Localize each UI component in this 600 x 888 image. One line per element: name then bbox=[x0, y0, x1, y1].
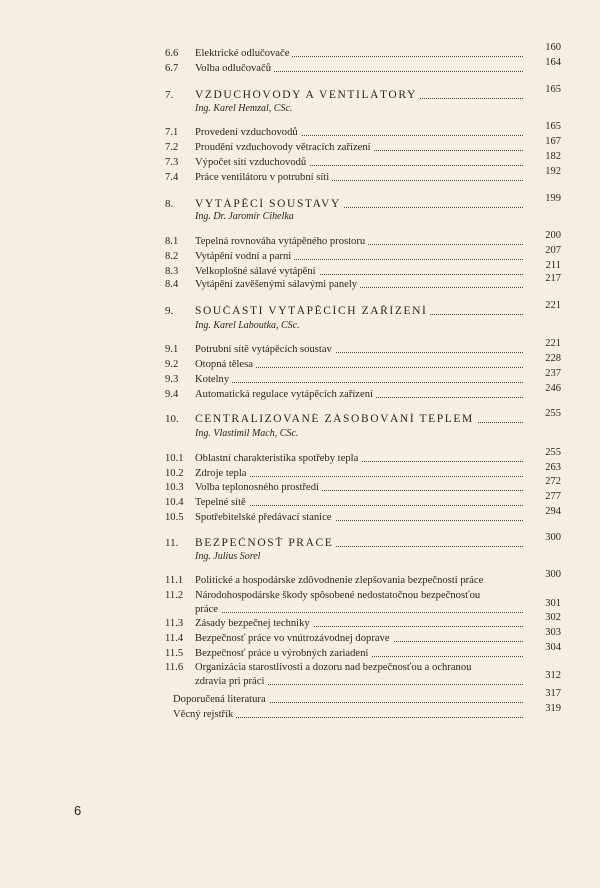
entry-number: 9.3 bbox=[165, 374, 179, 385]
chapter-number: 11. bbox=[165, 537, 179, 549]
entry-number: 8.4 bbox=[165, 279, 179, 290]
page-number: 255 bbox=[545, 447, 561, 458]
entry-title: Politické a hospodárske zdôvodnenie zlepšovania bezpečnosti práce bbox=[195, 575, 486, 586]
page-number: 246 bbox=[545, 383, 561, 394]
entry-title: Organizácia starostlivosti a dozoru nad bezpečnosťou a ochranou bbox=[195, 662, 472, 673]
entry-title: Národohospodárske škody spôsobené nedostatočnou bezpečnosťou bbox=[195, 590, 481, 601]
entry-title: Volba teplonosného prostředí bbox=[195, 482, 322, 493]
chapter-number: 9. bbox=[165, 305, 174, 317]
entry-number: 7.3 bbox=[165, 157, 179, 168]
page-number: 263 bbox=[545, 462, 561, 473]
chapter-title: SOUČÁSTI VYTÁPĚCÍCH ZAŘÍZENÍ bbox=[195, 305, 430, 317]
page-number: 200 bbox=[545, 230, 561, 241]
entry-number: 10.5 bbox=[165, 512, 184, 523]
page-number: 192 bbox=[545, 166, 561, 177]
entry-title: Výpočet sítí vzduchovodů bbox=[195, 157, 309, 168]
entry-title: Potrubní sítě vytápěcích soustav bbox=[195, 344, 335, 355]
entry-number: 11.4 bbox=[165, 633, 184, 644]
entry-title: Oblastní charakteristika spotřeby tepla bbox=[195, 453, 361, 464]
page-number: 300 bbox=[545, 569, 561, 580]
entry-title-continuation: zdravia pri práci bbox=[195, 676, 267, 687]
entry-title: Tepelné sítě bbox=[195, 497, 249, 508]
page-number: 304 bbox=[545, 642, 561, 653]
entry-number: 7.2 bbox=[165, 142, 179, 153]
page-number: 182 bbox=[545, 151, 561, 162]
page-number: 165 bbox=[545, 84, 561, 95]
page-number: 167 bbox=[545, 136, 561, 147]
entry-title: Spotřebitelské předávací stanice bbox=[195, 512, 335, 523]
entry-number: 9.1 bbox=[165, 344, 179, 355]
entry-title: Bezpečnosť práce u výrobných zariadení bbox=[195, 648, 371, 659]
entry-title: Proudění vzduchovody větracích zařízení bbox=[195, 142, 374, 153]
page-number: 301 bbox=[545, 598, 561, 609]
page-number: 300 bbox=[545, 532, 561, 543]
entry-number: 10.3 bbox=[165, 482, 184, 493]
entry-title: Zásady bezpečnej techniky bbox=[195, 618, 313, 629]
page-number: 211 bbox=[545, 260, 561, 271]
page-number: 199 bbox=[545, 193, 561, 204]
chapter-author: Ing. Karel Hemzal, CSc. bbox=[195, 103, 293, 114]
page-number: 317 bbox=[545, 688, 561, 699]
entry-number: 9.4 bbox=[165, 389, 179, 400]
entry-number: 11.5 bbox=[165, 648, 184, 659]
entry-title: Bezpečnosť práce vo vnútrozávodnej doprave bbox=[195, 633, 393, 644]
entry-number: 11.3 bbox=[165, 618, 184, 629]
chapter-title: CENTRALIZOVANÉ ZÁSOBOVÁNÍ TEPLEM bbox=[195, 413, 477, 425]
entry-number: 11.1 bbox=[165, 575, 184, 586]
entry-number: 10.1 bbox=[165, 453, 184, 464]
page-number: 217 bbox=[545, 273, 561, 284]
page-number: 228 bbox=[545, 353, 561, 364]
entry-number: 7.4 bbox=[165, 172, 179, 183]
entry-title: Velkoplošné sálavé vytápění bbox=[195, 266, 319, 277]
page-number: 221 bbox=[545, 300, 561, 311]
entry-number: 10.4 bbox=[165, 497, 184, 508]
page-number: 272 bbox=[545, 476, 561, 487]
entry-number: 11.2 bbox=[165, 590, 184, 601]
entry-number: 9.2 bbox=[165, 359, 179, 370]
page-number: 221 bbox=[545, 338, 561, 349]
entry-number: 8.3 bbox=[165, 266, 179, 277]
chapter-author: Ing. Julius Sorel bbox=[195, 551, 261, 562]
entry-title: Zdroje tepla bbox=[195, 468, 249, 479]
page-number: 255 bbox=[545, 408, 561, 419]
entry-title: Kotelny bbox=[195, 374, 232, 385]
chapter-number: 7. bbox=[165, 89, 174, 101]
entry-title: Volba odlučovačů bbox=[195, 63, 274, 74]
chapter-title: VZDUCHOVODY A VENTILÁTORY bbox=[195, 89, 420, 101]
chapter-author: Ing. Vlastimil Mach, CSc. bbox=[195, 428, 299, 439]
entry-title: Otopná tělesa bbox=[195, 359, 256, 370]
entry-title-continuation: práce bbox=[195, 604, 221, 615]
page-number: 160 bbox=[545, 42, 561, 53]
chapter-title: BEZPEČNOSŤ PRÁCE bbox=[195, 537, 336, 549]
entry-title: Tepelná rovnováha vytápěného prostoru bbox=[195, 236, 368, 247]
entry-number: 11.6 bbox=[165, 662, 184, 673]
entry-title: Doporučená literatura bbox=[173, 694, 269, 705]
page-number: 164 bbox=[545, 57, 561, 68]
entry-number: 10.2 bbox=[165, 468, 184, 479]
page-number: 294 bbox=[545, 506, 561, 517]
page-number: 319 bbox=[545, 703, 561, 714]
entry-title: Vytápění vodní a parní bbox=[195, 251, 294, 262]
entry-number: 6.6 bbox=[165, 48, 179, 59]
entry-title: Práce ventilátoru v potrubní síti bbox=[195, 172, 332, 183]
entry-number: 7.1 bbox=[165, 127, 179, 138]
page-number: 165 bbox=[545, 121, 561, 132]
page-number: 303 bbox=[545, 627, 561, 638]
entry-number: 8.1 bbox=[165, 236, 179, 247]
chapter-title: VYTÁPĚCÍ SOUSTAVY bbox=[195, 198, 344, 210]
entry-number: 8.2 bbox=[165, 251, 179, 262]
folio-page-number: 6 bbox=[74, 803, 82, 818]
page-number: 302 bbox=[545, 612, 561, 623]
chapter-author: Ing. Dr. Jaromír Cihelka bbox=[195, 211, 294, 222]
entry-number: 6.7 bbox=[165, 63, 179, 74]
entry-title: Věcný rejstřík bbox=[173, 709, 236, 720]
entry-title: Elektrické odlučovače bbox=[195, 48, 292, 59]
entry-title: Vytápění zavěšenými sálavými panely bbox=[195, 279, 360, 290]
chapter-number: 10. bbox=[165, 413, 179, 425]
entry-title: Provedení vzduchovodů bbox=[195, 127, 301, 138]
page-number: 237 bbox=[545, 368, 561, 379]
page-number: 277 bbox=[545, 491, 561, 502]
page-number: 312 bbox=[545, 670, 561, 681]
entry-title: Automatická regulace vytápěcích zařízení bbox=[195, 389, 376, 400]
chapter-author: Ing. Karel Laboutka, CSc. bbox=[195, 320, 300, 331]
chapter-number: 8. bbox=[165, 198, 174, 210]
page-number: 207 bbox=[545, 245, 561, 256]
